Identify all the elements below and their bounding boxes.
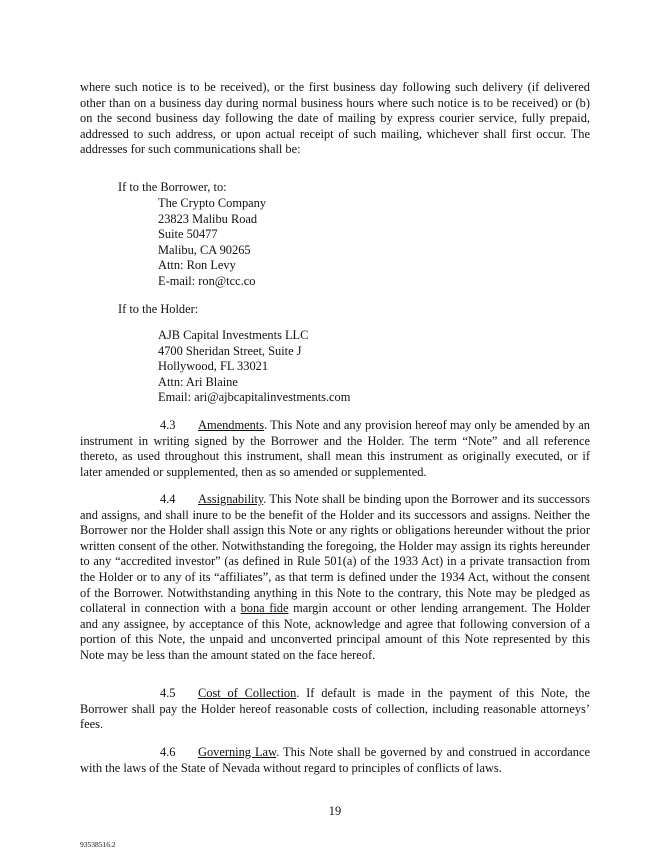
section-heading: Cost of Collection [198, 686, 297, 700]
section-number: 4.4 [160, 492, 176, 506]
holder-address-line: Hollywood, FL 33021 [158, 359, 269, 374]
holder-address-line: 4700 Sheridan Street, Suite J [158, 343, 302, 358]
section-4-5 [80, 686, 590, 733]
holder-address-line: AJB Capital Investments LLC [158, 328, 309, 342]
section-4-3 [80, 418, 590, 480]
intro-paragraph: where such notice is to be received), or the first business day following such delivery (if delivered other than on a business day during normal business hours where such notice is to be received) or (b) on the second business day following the date of mailing by express courier service, fully prepaid, addressed to such address, or upon actual receipt of such mailing, whichever shall first occur. The addresses for such communications shall be: [80, 80, 590, 157]
borrower-address-line: E-mail: ron@tcc.co [158, 273, 256, 288]
underlined-phrase: bona fide [240, 601, 289, 616]
holder-address-line: Email: ari@ajbcapitalinvestments.com [158, 390, 351, 405]
holder-address [158, 328, 350, 406]
section-number: 4.5 [160, 686, 176, 700]
section-heading: Amendments [198, 418, 265, 432]
borrower-address-line: 23823 Malibu Road [158, 211, 258, 226]
section-text: . This Note and any provision hereof may only be amended by an instrument in writing signed by the Borrower and the Holder. The term “Note” and all reference thereto, as used throughout this instrument, shall mean this instrument as originally executed, or if later amended or supplemented, then as so amended or supplemented. [80, 418, 590, 479]
section-heading: Assignability [198, 492, 264, 506]
section-text: . This Note shall be governed by and construed in accordance with the laws of the State of Nevada without regard to principles of conflicts of laws. [80, 745, 590, 775]
borrower-address-line: Malibu, CA 90265 [158, 242, 251, 257]
page-number: 19 [328, 804, 342, 818]
document-id: 93538516.2 [80, 840, 116, 849]
section-number: 4.6 [160, 745, 176, 759]
section-4-4 [80, 492, 590, 664]
borrower-lead: If to the Borrower, to: [118, 180, 227, 194]
borrower-address [158, 196, 266, 290]
holder-address-line: Attn: Ari Blaine [158, 374, 238, 389]
borrower-address-line: The Crypto Company [158, 196, 267, 210]
holder-lead: If to the Holder: [118, 302, 199, 316]
section-4-6 [80, 745, 590, 776]
section-heading: Governing Law [198, 745, 277, 759]
borrower-address-line: Suite 50477 [158, 227, 218, 242]
section-number: 4.3 [160, 418, 176, 432]
section-text: . If default is made in the payment of this Note, the Borrower shall pay the Holder hereof reasonable costs of collection, including reasonable attorneys’ fees. [80, 686, 590, 732]
section-text: . This Note shall be binding upon the Borrower and its successors and assigns, and shall inure to be the benefit of the Holder and its successors and assigns. Neither the Borrower nor the Holder shall assign this Note or any rights or obligations hereunder without the prior written consent of the other. Notwithstanding the foregoing, the Holder may assign its rights hereunder to any “accredited investor” (as defined in Rule 501(a) of the 1933 Act) in a private transaction from the Holder or to any of its “affiliates”, as that term is defined under the 1934 Act, without the consent of the Borrower. Notwithstanding anything in this Note to the contrary, this Note may be pledged as collateral in connection with a [80, 492, 590, 616]
borrower-address-line: Attn: Ron Levy [158, 258, 236, 273]
section-text-continued: margin account or other lending arrangement. The Holder and any assignee, by acceptance of this Note, acknowledge and agree that following conversion of a portion of this Note, the unpaid and unconverted principal amount of this Note represented by this Note may be less than the amount stated on the face hereof. [80, 601, 590, 662]
